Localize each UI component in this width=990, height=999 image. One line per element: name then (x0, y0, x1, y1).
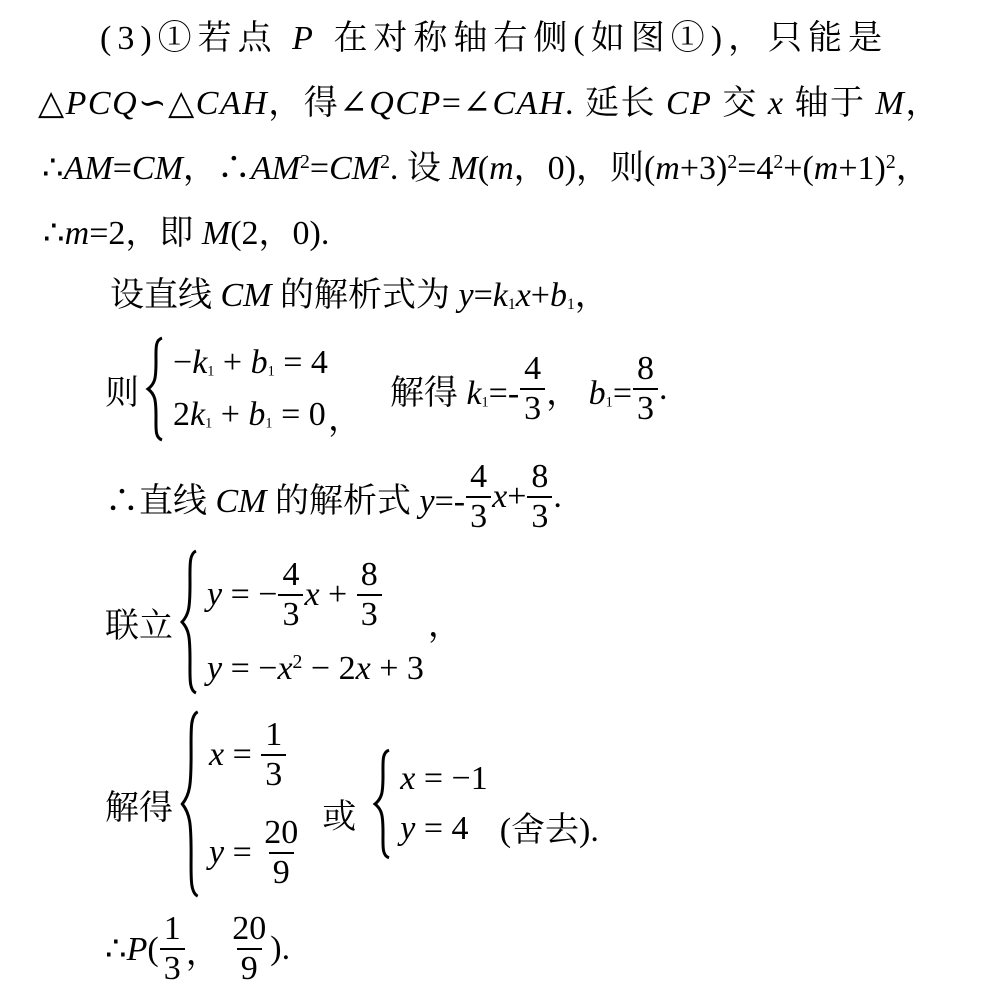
solution-line-5 (34, 268, 960, 324)
text-run: 轴于 (784, 85, 876, 122)
math-var: b (250, 344, 268, 381)
subscript: 1 (205, 415, 213, 432)
math-op: = 0 (272, 396, 326, 433)
math-op: = − (222, 576, 278, 614)
fraction (261, 814, 301, 892)
math-var: x (355, 650, 371, 688)
text-run: (3)①若点 (100, 20, 293, 57)
math-var: P (292, 20, 319, 57)
text-run: . 设 (389, 150, 450, 187)
math-var: M (449, 150, 478, 187)
math-var: x (277, 650, 293, 688)
fraction (633, 350, 658, 428)
fraction-denominator: 3 (633, 388, 658, 428)
text-run: (2，0). (230, 215, 330, 252)
math-var: x (767, 85, 785, 122)
text-run: . (659, 370, 668, 407)
text-run: ， (546, 374, 589, 412)
math-var: CM (131, 150, 183, 187)
text-run: ( (477, 150, 490, 187)
math-var: AM (63, 150, 113, 187)
math-var: k (190, 396, 206, 433)
math-var: CM (220, 277, 272, 314)
subscript: 1 (507, 295, 516, 313)
fraction (466, 458, 491, 536)
math-var: x (304, 576, 320, 614)
text-run: ， (185, 934, 229, 972)
text-run: . (553, 478, 562, 516)
math-var: x (515, 277, 531, 314)
superscript: 2 (380, 151, 390, 174)
fraction (520, 350, 545, 428)
fraction-numerator: 1 (265, 716, 283, 753)
math-var: CP (665, 85, 713, 122)
text-run: ，0)，则( (513, 150, 656, 187)
math-op: + (507, 478, 527, 516)
equation (209, 716, 302, 794)
therefore-symbol: ∴ (43, 215, 65, 252)
math-var: y (207, 650, 223, 688)
fraction-denominator: 3 (261, 754, 286, 794)
fraction-numerator: 4 (524, 349, 542, 387)
text-run: ( (147, 931, 159, 969)
or-label: 或 (322, 798, 357, 836)
math-var: x (209, 736, 225, 774)
text-run: + (530, 277, 550, 314)
subscript: 1 (481, 394, 489, 411)
equation-column (400, 760, 487, 848)
math-var: b (248, 396, 266, 433)
system-label: 联立 (105, 607, 173, 645)
math-op: + 3 (370, 650, 424, 688)
math-var: CM (329, 150, 381, 187)
superscript: 2 (773, 151, 784, 174)
text-run: =4 (737, 150, 774, 187)
fraction (357, 556, 382, 634)
solution-line-3 (42, 136, 960, 201)
discard-note: (舍去). (499, 811, 599, 849)
equation (209, 814, 302, 892)
text-run: . 延长 (564, 85, 666, 122)
left-brace-icon (372, 748, 392, 860)
text-run: =∠ (441, 85, 493, 122)
math-op: = 4 (415, 810, 469, 848)
fraction-denominator: 9 (237, 948, 262, 988)
equation (400, 810, 487, 848)
fraction (229, 910, 269, 988)
text-run: +( (783, 150, 814, 187)
equation (173, 344, 328, 382)
text-run: 设直线 (110, 277, 221, 314)
left-brace-icon (145, 336, 165, 442)
math-var: x (400, 760, 416, 798)
paragraph-case-setup (34, 6, 960, 266)
equation (207, 556, 424, 634)
text-run: = (309, 150, 330, 187)
text-run: 解得 (389, 374, 467, 412)
math-var: k (192, 344, 208, 381)
system-comma: ， (427, 607, 462, 645)
subscript: 1 (207, 363, 215, 380)
left-brace-icon (179, 708, 201, 900)
math-var: y (419, 482, 435, 520)
fraction-denominator: 9 (269, 852, 294, 892)
math-var: AM (250, 150, 301, 187)
math-var: PCQ (65, 85, 139, 122)
text-run: 的解析式 (266, 482, 420, 520)
equation-system-lianli (105, 548, 960, 696)
math-op: =- (434, 482, 466, 520)
math-op: =- (488, 374, 520, 412)
subscript: 1 (566, 295, 575, 313)
system-label: 则 (105, 374, 139, 412)
fraction-denominator: 3 (160, 948, 185, 988)
text-run: ， (895, 150, 930, 187)
math-var: QCP (369, 85, 442, 122)
therefore-symbol: ∴ (105, 931, 127, 969)
math-var: m (813, 150, 839, 187)
superscript: 2 (300, 151, 310, 174)
fraction-denominator: 3 (520, 388, 545, 428)
fraction-numerator: 1 (163, 910, 181, 948)
math-var: y (209, 834, 225, 872)
math-var: y (400, 810, 416, 848)
subscript: 1 (267, 363, 275, 380)
math-op: = −1 (415, 760, 488, 798)
math-var: CAH (195, 85, 269, 122)
solution-line-4 (43, 201, 960, 266)
math-var: k (466, 374, 482, 412)
text-run: 在对称轴右侧(如图①)，只能是 (318, 20, 889, 57)
triangle-symbol: △ (38, 85, 66, 122)
math-var: m (655, 150, 680, 187)
text-run: 交 (712, 85, 768, 122)
math-op: + (214, 344, 251, 381)
math-var: M (201, 215, 231, 252)
equation (400, 760, 487, 798)
equation-column (173, 344, 328, 434)
equation-system-kb (105, 336, 960, 442)
math-op: = − (222, 650, 278, 688)
math-op: − 2 (302, 650, 356, 688)
math-var: P (126, 931, 148, 969)
fraction (278, 556, 303, 634)
equation (207, 650, 424, 688)
fraction-numerator: 8 (531, 458, 549, 495)
fraction-denominator: 3 (466, 496, 491, 536)
fraction (261, 716, 286, 794)
final-answer-line (105, 910, 960, 988)
math-op: 2 (173, 396, 190, 433)
fraction-numerator: 4 (282, 556, 300, 594)
math-op: = 4 (274, 344, 328, 381)
math-var: m (489, 150, 514, 187)
math-var: y (458, 277, 474, 314)
fraction (527, 458, 552, 536)
equation (173, 396, 328, 434)
fraction-denominator: 3 (278, 594, 303, 634)
math-var: y (207, 576, 223, 614)
text-run: +3) (679, 150, 728, 187)
math-var: m (64, 215, 90, 252)
fraction-numerator: 8 (637, 349, 654, 387)
alternate-solution-system (366, 748, 487, 860)
solution-line-2 (38, 71, 960, 136)
text-run: ). (270, 930, 291, 968)
superscript: 2 (292, 651, 303, 674)
math-op: = (224, 834, 261, 872)
subscript: 1 (265, 415, 273, 432)
math-op: + (319, 576, 356, 614)
math-op: = (224, 736, 261, 774)
therefore-symbol: ∴ (42, 150, 64, 187)
math-op: = (612, 374, 632, 412)
solve-result-run (390, 350, 668, 428)
math-var: b (549, 277, 567, 314)
solution-line-1 (34, 6, 960, 71)
superscript: 2 (727, 151, 738, 174)
text-run: =2，即 (89, 215, 202, 252)
text-run: ，∴ (182, 150, 251, 187)
text-run: = (473, 277, 493, 314)
left-brace-icon (179, 548, 199, 696)
fraction (160, 910, 185, 988)
text-run: ， (905, 85, 941, 122)
subscript: 1 (605, 394, 613, 411)
math-var: k (492, 277, 508, 314)
fraction-denominator: 3 (527, 496, 552, 536)
text-run: +1) (838, 150, 886, 187)
math-var: CM (215, 482, 267, 520)
fraction-numerator: 8 (360, 556, 378, 594)
superscript: 2 (885, 151, 896, 174)
fraction-numerator: 20 (232, 910, 267, 948)
text-run: ∴直线 (105, 482, 216, 520)
system-label: 解得 (105, 789, 173, 827)
equation-column (209, 716, 302, 892)
fraction-numerator: 20 (264, 814, 299, 852)
fraction-numerator: 4 (470, 458, 488, 495)
math-var: M (875, 85, 906, 122)
math-op: − (173, 344, 193, 381)
fraction-denominator: 3 (357, 594, 382, 634)
text-run: ， (574, 277, 609, 314)
system-comma: ， (327, 401, 362, 438)
text-run: = (112, 150, 132, 187)
math-var: x (492, 478, 508, 516)
text-run: ，得∠ (268, 85, 370, 122)
text-run: 的解析式为 (271, 277, 459, 314)
math-var: CAH (492, 85, 565, 122)
equation-column (207, 556, 424, 688)
equation-system-solutions (105, 708, 960, 900)
math-op: + (212, 396, 249, 433)
math-var: b (588, 374, 606, 412)
line-equation-result (105, 458, 960, 536)
similar-symbol: ∽△ (138, 85, 196, 122)
